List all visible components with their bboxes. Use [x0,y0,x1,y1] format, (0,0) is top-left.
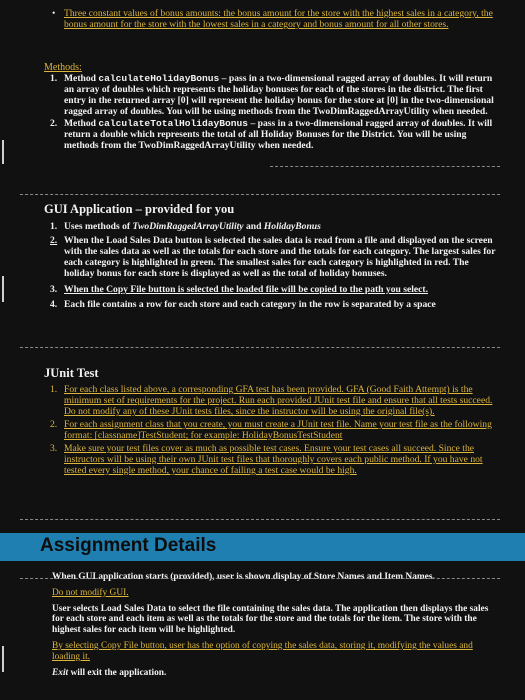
details-paragraph [52,668,492,679]
method-name-code: calculateTotalHolidayBonus [98,118,249,129]
junit-list [50,384,500,476]
method-prefix: Method [64,118,99,129]
bonus-constants-text: Three constant values of bonus amounts: the bonus amount for the store with the highest sales in a category, the bonus amount for the store with the lowest sales in a category and bonus amount for all other stores. [64,8,493,31]
method-prefix: Method [64,73,99,84]
method-description: – pass in a two-dimensional ragged array of doubles. It will return an array of doubles which represents the holiday bonuses for each of the stores in the district. The first entry in the returned array [0] will represent the holiday bonus for the store at [0] in the two-dimensional ragged array of doubles. You will be using methods from the TwoDimRaggedArrayUtility when needed. [64,73,494,117]
dashed-divider [20,578,500,579]
exit-text: will exit the application. [68,667,167,678]
junit-section-title: JUnit Test [44,366,99,380]
gui-item [50,284,500,295]
list-number: 2. [50,419,58,430]
junit-item-text: For each assignment class that you create, you must create a JUnit test file. Name your test file as the following format: [classname]TestStudent; for example: HolidayBonusTestStudent [64,419,492,441]
gui-list [50,221,500,310]
margin-mark [2,646,4,672]
junit-item [50,419,500,441]
dashed-divider [270,166,500,167]
list-number: 3. [50,284,58,295]
details-paragraph: When GUI application starts (provided), user is shown display of Store Names and Item Names. [52,572,435,582]
bullet-dot: • [52,8,56,19]
gui-item-text: When the Load Sales Data button is selected the sales data is read from a file and displayed on the screen with the sales data as well as the totals for each store and the totals for each category. The largest sales for each category is highlighted in green. The smallest sales for each category is highlighted in red. The holiday bonus for each store is displayed as well as the total of holiday bonuses. [64,235,496,279]
methods-list [50,73,500,152]
gui-item [50,235,500,279]
exit-label: Exit [52,667,69,678]
gui-section-title: GUI Application – provided for you [44,202,235,216]
method-item [50,73,500,117]
bonus-constants-bullet [52,8,494,31]
method-item [50,118,500,151]
list-number: 3. [50,443,58,454]
method-name-code: calculateHolidayBonus [98,73,220,84]
junit-item [50,443,500,476]
gui-item-class-name: HolidayBonus [263,221,321,232]
junit-item-text: Make sure your test files cover as much as possible test cases. Ensure your test cases all succeed. Since the instructors will be using their own JUnit test files that thoroughly covers each public method. If you have not tested every single method, your chance of failing a test case would be high. [64,443,483,476]
gui-item-text: Each file contains a row for each store and each category in the row is separated by a space [64,299,436,310]
list-number: 1. [50,221,58,232]
method-description: – pass in a two-dimensional ragged array of doubles. It will return a double which represents the total of all Holiday Bonuses for the District. You will be using methods from the TwoDimRaggedArrayUtility when needed. [64,118,493,151]
gui-item-class-name: TwoDimRaggedArrayUtility [132,221,244,232]
details-warning: Do not modify GUI. [52,587,129,598]
dashed-divider [20,347,500,348]
margin-mark [2,140,4,164]
methods-heading: Methods: [44,62,82,73]
gui-item-text: When the Copy File button is selected the loaded file will be copied to the path you select. [64,284,429,295]
details-paragraph: By selecting Copy File button, user has the option of copying the sales data, storing it, modifying the values and loading it. [52,640,473,662]
junit-item [50,384,500,417]
list-number: 4. [50,299,58,310]
gui-item [50,299,500,310]
list-number: 2. [50,235,58,246]
gui-item-text: Uses methods of [64,221,133,232]
junit-item-text: For each class listed above, a corresponding GFA test has been provided. GFA (Good Faith Attempt) is the minimum set of requirements for the project. Run each provided JUnit test file and ensure that all tests succeed. Do not modify any of these JUnit tests files, since the instructor will be using the original file(s). [64,384,493,417]
list-number: 2. [50,118,58,129]
dashed-divider [20,194,500,195]
list-number: 1. [50,73,58,84]
margin-mark [2,276,4,302]
details-paragraph: User selects Load Sales Data to select the file containing the sales data. The application then displays the sales for each store and each item as well as the totals for the store and the totals for the item. The store with the highest sales for each item will be highlighted. [52,603,489,636]
gui-item [50,221,500,232]
assignment-details [52,572,492,683]
list-number: 1. [50,384,58,395]
assignment-title: Assignment Details [40,535,217,556]
dashed-divider [20,519,500,520]
gui-item-text: and [243,221,264,232]
